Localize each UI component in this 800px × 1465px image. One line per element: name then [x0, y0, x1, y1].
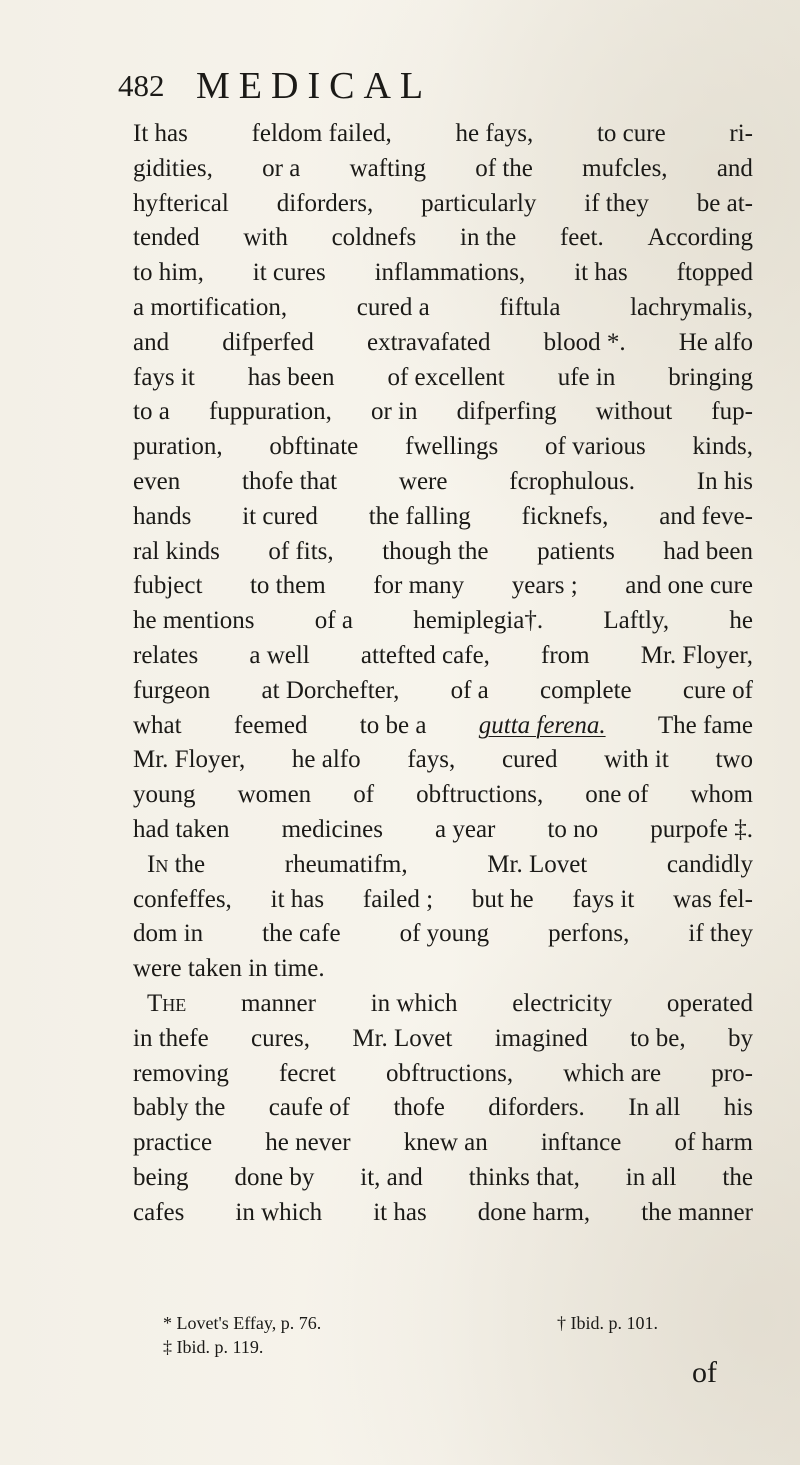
footnote-1: * Lovet's Effay, p. 76.	[163, 1313, 322, 1333]
italic-phrase: gutta ferena.	[478, 711, 606, 739]
text-line-11: even thofe that were fcrophulous. In his	[133, 467, 753, 495]
text-line-23: confeffes, it has failed ; but he fays it was fel-	[133, 885, 753, 913]
text-line-29: bably the caufe of thofe diforders. In all his	[133, 1094, 753, 1122]
text-line-22: In the rheumatifm, Mr. Lovet candidly	[147, 850, 753, 878]
text-line-19: Mr. Floyer, he alfo fays, cured with it two	[133, 746, 753, 774]
running-head: MEDICAL	[196, 65, 433, 107]
text-line-12: hands it cured the falling ficknefs, and feve-	[133, 502, 753, 530]
text-line-31: being done by it, and thinks that, in all the	[133, 1163, 753, 1191]
footnotes	[163, 1311, 753, 1359]
text-line-14: fubject to them for many years ; and one cure	[133, 572, 753, 600]
catchword: of	[692, 1356, 717, 1389]
text-line-17: furgeon at Dorchefter, of a complete cure of	[133, 676, 753, 704]
text-line-2: gidities, or a wafting of the mufcles, and	[133, 154, 753, 182]
text-line-15: he mentions of a hemiplegia†. Laftly, he	[133, 607, 753, 635]
text-line-8: fays it has been of excellent ufe in bringing	[133, 363, 753, 391]
text-line-9: to a fuppuration, or in difperfing without fup-	[133, 398, 753, 426]
page-number: 482	[118, 68, 165, 103]
text-line-24: dom in the cafe of young perfons, if they	[133, 920, 753, 948]
text-line-16: relates a well attefted cafe, from Mr. Floyer,	[133, 641, 753, 669]
text-line-18: what feemed to be a gutta ferena. The fame	[133, 709, 753, 744]
text-line-6: a mortification, cured a fiftula lachrymalis,	[133, 293, 753, 321]
footnote-row-2	[163, 1335, 753, 1359]
text-line-3: hyfterical diforders, particularly if they be at-	[133, 189, 753, 217]
text-line-32: cafes in which it has done harm, the manner	[133, 1198, 753, 1226]
text-line-21: had taken medicines a year to no purpofe ‡.	[133, 815, 753, 843]
text-line-1: It has feldom failed, he fays, to cure ri-	[133, 120, 753, 147]
text-line-26: The manner in which electricity operated	[147, 989, 753, 1017]
text-line-30: practice he never knew an inftance of harm	[133, 1129, 753, 1157]
text-line-5: to him, it cures inflammations, it has ftopped	[133, 259, 753, 287]
footnote-row-1	[163, 1311, 753, 1335]
text-line-7: and difperfed extravafated blood *. He alfo	[133, 328, 753, 356]
footnote-3: ‡ Ibid. p. 119.	[163, 1337, 264, 1357]
text-line-27: in thefe cures, Mr. Lovet imagined to be, by	[133, 1024, 753, 1052]
text-line-10: puration, obftinate fwellings of various kinds,	[133, 433, 753, 461]
text-line-13: ral kinds of fits, though the patients had been	[133, 537, 753, 565]
page-header	[118, 65, 758, 118]
text-line-28: removing fecret obftructions, which are pro-	[133, 1059, 753, 1087]
text-line-25: were taken in time.	[133, 955, 325, 983]
body-text	[133, 117, 753, 1231]
text-line-4: tended with coldnefs in the feet. According	[133, 224, 753, 252]
footnote-2: † Ibid. p. 101.	[557, 1313, 658, 1333]
text-line-20: young women of obftructions, one of whom	[133, 781, 753, 809]
